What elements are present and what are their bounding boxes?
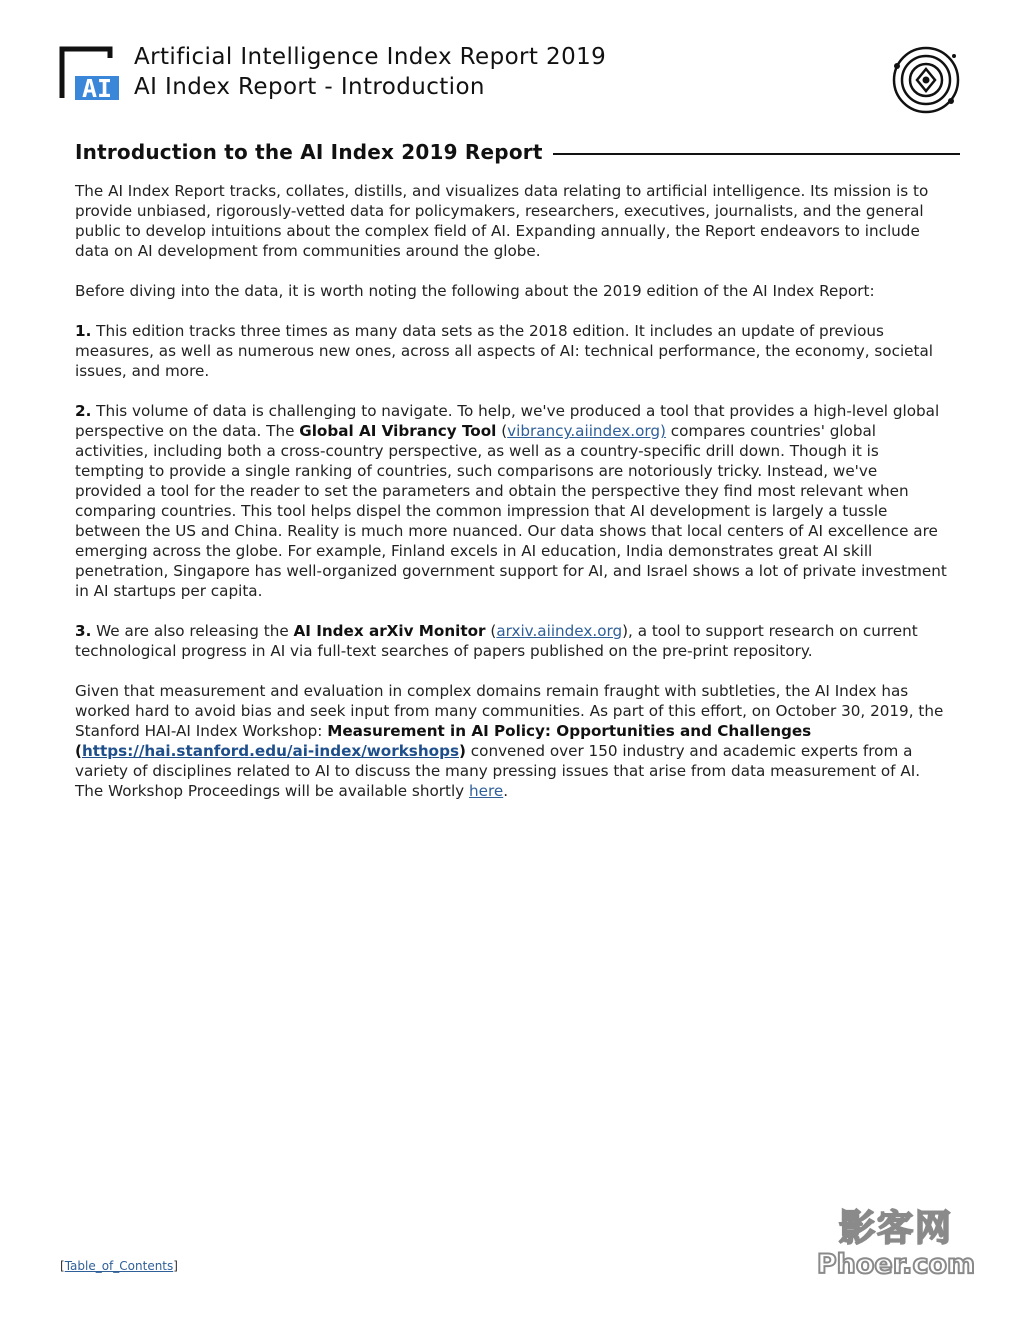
watermark-latin: Phoer.com bbox=[816, 1249, 976, 1280]
intro-paragraph-mission: The AI Index Report tracks, collates, distills, and visualizes data relating to artificial intelligence. Its mission is to provide unbiased, rigorously-vetted data for policymakers, researchers, executives, journalists, and the general public to develop intuitions about the complex field of AI. Expanding annually, the Report endeavors to include data on AI development from communities around the globe. bbox=[75, 182, 929, 260]
workshop-close-paren: ) bbox=[459, 742, 466, 760]
workshop-title: Measurement in AI Policy: Opportunities and Challenges ( bbox=[75, 722, 812, 760]
item-2-text-a: This volume of data is challenging to navigate. To help, we've produced a tool that provides a high-level global perspective on the data. The bbox=[75, 402, 940, 440]
item-2-number: 2. bbox=[75, 402, 92, 420]
arxiv-link[interactable]: arxiv.aiindex.org bbox=[496, 622, 623, 640]
workshop-paragraph bbox=[75, 681, 947, 801]
vibrancy-open-paren: ( bbox=[496, 422, 508, 440]
workshop-end: . bbox=[503, 782, 509, 800]
section-heading bbox=[75, 140, 960, 164]
intro-paragraph-notes: Before diving into the data, it is worth noting the following about the 2019 edition of the AI Index Report: bbox=[75, 282, 875, 300]
logo-icon bbox=[59, 46, 121, 102]
workshop-text-b: convened over 150 industry and academic experts from a variety of disciplines related to AI to discuss the many pressing issues that arise from data measurement of AI. The Workshop Proceedings will be available shortly bbox=[75, 742, 921, 800]
item-1-number: 1. bbox=[75, 322, 92, 340]
item-3-number: 3. bbox=[75, 622, 92, 640]
report-title: Artificial Intelligence Index Report 2019 bbox=[134, 44, 607, 70]
heading-rule bbox=[553, 153, 960, 155]
toc-close-bracket: ] bbox=[173, 1259, 178, 1273]
watermark bbox=[808, 1200, 978, 1280]
workshop-text-a: Given that measurement and evaluation in complex domains remain fraught with subtleties, the AI Index has worked hard to avoid bias and seek input from many communities. As part of this effort, on October 30, 2019, the Stanford HAI-AI Index Workshop: bbox=[75, 682, 944, 740]
item-3-text-a: We are also releasing the bbox=[91, 622, 294, 640]
emblem-icon bbox=[888, 44, 964, 116]
here-link[interactable]: here bbox=[469, 782, 504, 800]
item-3-text-b: ), a tool to support research on current technological progress in AI via full-text searches of papers published on the pre-print repository. bbox=[75, 622, 918, 660]
list-item-3 bbox=[75, 621, 947, 661]
list-item-2 bbox=[75, 401, 947, 601]
intro-heading: Introduction to the AI Index 2019 Report bbox=[75, 140, 543, 164]
toc-open-bracket: [ bbox=[60, 1259, 65, 1273]
table-of-contents-link[interactable]: Table_of_Contents bbox=[64, 1259, 174, 1273]
header-titles bbox=[134, 42, 606, 102]
ai-index-logo bbox=[59, 46, 121, 102]
arxiv-monitor-name: AI Index arXiv Monitor bbox=[293, 622, 486, 640]
arxiv-open-paren: ( bbox=[485, 622, 497, 640]
logo-text: AI bbox=[81, 74, 113, 102]
list-item-1 bbox=[75, 321, 947, 381]
vibrancy-link[interactable]: vibrancy.aiindex.org) bbox=[507, 422, 666, 440]
vibrancy-tool-name: Global AI Vibrancy Tool bbox=[299, 422, 497, 440]
watermark-cjk: 影客网 bbox=[838, 1208, 954, 1249]
table-of-contents-footer bbox=[60, 1259, 178, 1273]
section-title: AI Index Report - Introduction bbox=[134, 74, 485, 100]
workshop-link[interactable]: https://hai.stanford.edu/ai-index/workshops bbox=[81, 742, 460, 760]
item-1-text: This edition tracks three times as many data sets as the 2018 edition. It includes an update of previous measures, as well as numerous new ones, across all aspects of AI: technical performance, the economy, societal issues, and more. bbox=[75, 322, 933, 380]
intro-body bbox=[75, 181, 947, 821]
item-2-text-b: compares countries' global activities, including both a cross-country perspective, as well as a country-specific drill down. Though it is tempting to provide a single ranking of countries, such comparisons are notoriously tricky. Instead, we've provided a tool for the reader to set the parameters and obtain the perspective they find most relevant when comparing countries. This tool helps dispel the common impression that AI development is largely a tussle between the US and China. Reality is much more nuanced. Our data shows that local centers of AI excellence are emerging across the globe. For example, Finland excels in AI education, India demonstrates great AI skill penetration, Singapore has well-organized government support for AI, and Israel shows a lot of private investment in AI startups per capita. bbox=[75, 422, 947, 600]
